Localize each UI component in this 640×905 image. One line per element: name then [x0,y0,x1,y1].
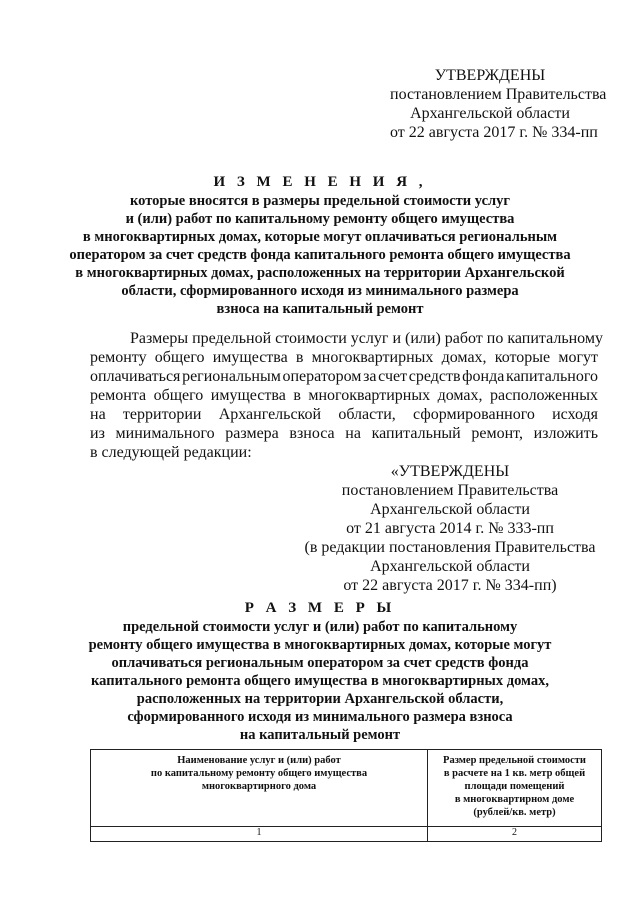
sizes-title: Р А З М Е Р Ы [244,600,396,616]
paragraph-word: счет [378,368,408,385]
paragraph-word: капитального [506,368,598,385]
sizes-subtitle-line: на капитальный ремонт [239,727,401,743]
paragraph-word: ремонту [90,349,147,366]
paragraph-word: взноса [289,425,335,442]
sizes-subtitle-line: предельной стоимости услуг и (или) работ по капитальному [122,619,518,635]
header-line: (рублей/кв. метр) [473,807,556,818]
table-header-cell [428,750,602,827]
paragraph-word: изложить [533,425,598,442]
changes-subtitle-line: в многоквартирных домах, которые могут оплачиваться региональным [82,229,558,245]
approval2-line: постановлением Правительства [341,482,559,499]
paragraph-word: территории [122,406,202,423]
paragraph-word: исходя [552,406,598,423]
sizes-subtitle-line: сформированного исходя из минимального размера взноса [127,709,513,725]
paragraph-word: ремонта [90,387,147,404]
approval2-line: (в редакции постановления Правительства [304,539,596,556]
sizes-subtitle-line: оплачиваться региональным оператором за счет средств фонда [111,655,529,671]
approval-line: УТВЕРЖДЕНЫ [434,67,546,84]
paragraph-word: на [90,406,106,423]
paragraph-word: фонда [462,368,505,385]
sizes-subtitle-line: расположенных на территории Архангельской области, [136,691,504,707]
paragraph-word: многоквартирных [311,349,434,366]
paragraph-line [90,368,598,386]
paragraph-word: общего [154,349,205,366]
approval-line: Архангельской области [410,105,570,122]
paragraph-word: за [363,368,377,385]
table-number-row [91,827,602,842]
header-line: многоквартирного дома [201,781,317,792]
paragraph-word: домах, [441,349,487,366]
approval-line: от 22 августа 2017 г. № 334-пп [390,124,598,141]
paragraph-word: области, [338,406,396,423]
paragraph-word: имущества [210,387,286,404]
paragraph-word: Архангельской [218,406,322,423]
approval-line: постановлением Правительства [390,86,607,103]
changes-subtitle-line: оператором за счет средств фонда капитального ремонта общего имущества [69,247,571,263]
paragraph-word: общего [153,387,204,404]
paragraph-line: в следующей редакции: [90,444,252,461]
sizes-table [90,749,602,842]
approval2-line: «УТВЕРЖДЕНЫ [390,463,510,480]
changes-subtitle-line: области, сформированного исходя из минимального размера [121,283,519,299]
changes-subtitle-line: в многоквартирных домах, расположенных на территории Архангельской [75,265,565,281]
paragraph-word: региональным [182,368,281,385]
column-number: 1 [91,827,428,842]
sizes-subtitle-line: ремонту общего имущества в многоквартирных домах, которые могут [88,637,552,653]
header-line: Размер предельной стоимости [443,755,586,766]
changes-subtitle-line: взноса на капитальный ремонт [216,301,424,317]
paragraph-word: размера [225,425,279,442]
header-line: в расчете на 1 кв. метр общей [443,768,586,779]
header-line: по капитальному ремонту общего имущества [150,768,368,779]
approval2-line: от 22 августа 2017 г. № 334-пп) [343,577,557,594]
paragraph-word: минимального [115,425,215,442]
header-line: в многоквартирном доме [454,794,575,805]
approval2-line: от 21 августа 2014 г. № 333-пп [346,520,554,537]
header-line: Наименование услуг и (или) работ [177,755,341,766]
paragraph-line [90,349,598,367]
table-header-row [91,750,602,827]
changes-title: И З М Е Н Е Н И Я , [213,174,427,190]
paragraph-word: средств [408,368,461,385]
paragraph-word: в [293,387,301,404]
paragraph-word: оплачиваться [90,368,181,385]
paragraph-word: многоквартирных [308,387,431,404]
paragraph-line [90,406,598,424]
column-number: 2 [428,827,602,842]
approval2-line: Архангельской области [370,501,530,518]
paragraph-line [90,387,598,405]
paragraph-word: могут [558,349,598,366]
changes-subtitle-line: и (или) работ по капитальному ремонту общего имущества [125,211,515,227]
sizes-subtitle-line: капитального ремонта общего имущества в многоквартирных домах, [91,673,549,689]
table-header-cell [91,750,428,827]
paragraph-line [90,425,598,443]
changes-subtitle-line: которые вносятся в размеры предельной стоимости услуг [130,193,510,209]
paragraph-word: из [90,425,105,442]
paragraph-word: домах, [437,387,483,404]
paragraph-word: ремонт, [471,425,523,442]
paragraph-word: которые [494,349,551,366]
paragraph-word: в [295,349,304,366]
paragraph-word: сформированного [413,406,535,423]
paragraph-word: капитальный [371,425,461,442]
paragraph-word: имущества [212,349,288,366]
paragraph-word: расположенных [490,387,598,404]
header-line: площади помещений [464,781,565,792]
paragraph-word: на [345,425,361,442]
paragraph-word: оператором [282,368,362,385]
approval2-line: Архангельской области [370,558,530,575]
paragraph-line: Размеры предельной стоимости услуг и (или) работ по капитальному [130,330,603,347]
